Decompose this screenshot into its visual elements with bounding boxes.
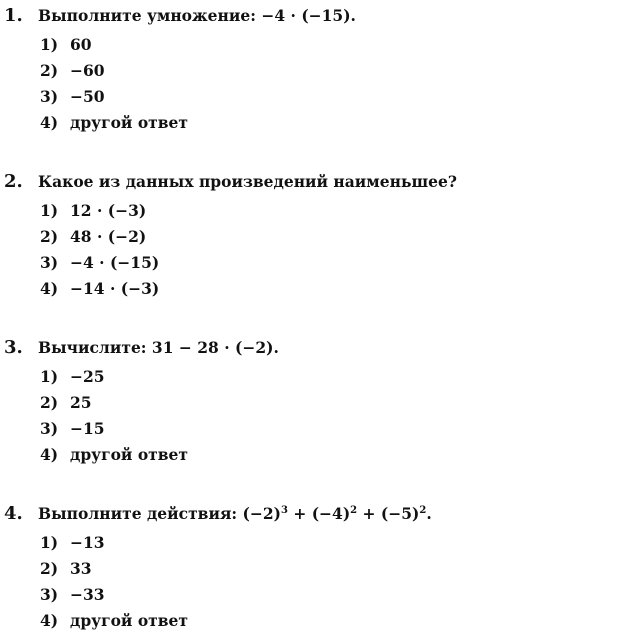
answer-option[interactable]: [40, 32, 188, 58]
option-label: 2): [40, 559, 59, 578]
answer-options: [40, 32, 188, 136]
question-prompt: [38, 502, 432, 526]
option-label: 1): [40, 201, 59, 220]
option-label: 3): [40, 419, 59, 438]
answer-options: [40, 198, 159, 302]
answer-option[interactable]: [40, 110, 188, 136]
answer-option[interactable]: [40, 390, 188, 416]
answer-option[interactable]: [40, 582, 188, 608]
question-number: 1.: [4, 5, 23, 26]
answer-option[interactable]: [40, 58, 188, 84]
option-label: 3): [40, 585, 59, 604]
option-label: 2): [40, 393, 59, 412]
question-number: 3.: [4, 337, 23, 358]
option-label: 3): [40, 87, 59, 106]
option-label: 4): [40, 445, 59, 464]
option-text: 60: [70, 35, 92, 54]
answer-option[interactable]: [40, 198, 159, 224]
option-text: −25: [70, 367, 105, 386]
prompt-part: Выполните действия: (−2): [38, 504, 281, 523]
option-text: 33: [70, 559, 92, 578]
option-text: другой ответ: [70, 611, 188, 630]
option-label: 1): [40, 367, 59, 386]
answer-option[interactable]: [40, 276, 159, 302]
option-label: 2): [40, 227, 59, 246]
question-prompt: Выполните умножение: −4 · (−15).: [38, 6, 356, 25]
option-text: −50: [70, 87, 105, 106]
answer-option[interactable]: [40, 530, 188, 556]
question-number: 4.: [4, 503, 23, 524]
option-text: 25: [70, 393, 92, 412]
question-number: 2.: [4, 171, 23, 192]
option-text: −14 · (−3): [70, 279, 160, 298]
prompt-part: .: [426, 504, 432, 523]
answer-option[interactable]: [40, 250, 159, 276]
answer-option[interactable]: [40, 442, 188, 468]
option-label: 3): [40, 253, 59, 272]
option-text: 48 · (−2): [70, 227, 147, 246]
option-label: 4): [40, 279, 59, 298]
option-text: −4 · (−15): [70, 253, 160, 272]
prompt-part: + (−4): [287, 504, 351, 523]
option-text: 12 · (−3): [70, 201, 147, 220]
answer-option[interactable]: [40, 224, 159, 250]
answer-option[interactable]: [40, 608, 188, 634]
option-label: 4): [40, 611, 59, 630]
answer-option[interactable]: [40, 556, 188, 582]
option-text: −60: [70, 61, 105, 80]
question-header: [0, 170, 640, 194]
prompt-part: + (−5): [357, 504, 420, 523]
option-label: 1): [40, 35, 59, 54]
option-text: другой ответ: [70, 445, 188, 464]
option-label: 4): [40, 113, 59, 132]
option-label: 2): [40, 61, 59, 80]
option-text: −15: [70, 419, 105, 438]
answer-options: [40, 364, 188, 468]
question-prompt: Какое из данных произведений наименьшее?: [38, 172, 457, 191]
answer-option[interactable]: [40, 364, 188, 390]
question-prompt: Вычислите: 31 − 28 · (−2).: [38, 338, 279, 357]
exponent: 2: [419, 505, 427, 516]
answer-option[interactable]: [40, 416, 188, 442]
exponent: 3: [280, 505, 288, 516]
question-header: [0, 502, 640, 526]
answer-option[interactable]: [40, 84, 188, 110]
option-text: −33: [70, 585, 105, 604]
option-label: 1): [40, 533, 59, 552]
question-header: [0, 4, 640, 28]
exponent: 2: [350, 505, 358, 516]
option-text: другой ответ: [70, 113, 188, 132]
option-text: −13: [70, 533, 105, 552]
answer-options: [40, 530, 188, 634]
question-header: [0, 336, 640, 360]
